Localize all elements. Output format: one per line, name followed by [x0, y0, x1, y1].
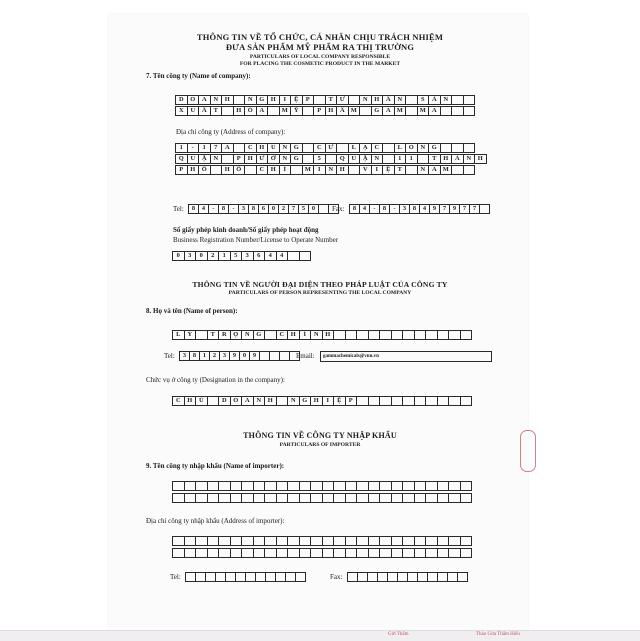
grid-cell[interactable]: 0 [268, 204, 279, 214]
grid-cell[interactable]: G [253, 330, 266, 340]
grid-cell[interactable]: H [322, 330, 335, 340]
grid-cell[interactable]: Ý [184, 330, 197, 340]
grid-cell[interactable]: N [310, 330, 323, 340]
grid-cell[interactable]: N [325, 165, 338, 175]
grid-cell[interactable]: 1 [199, 351, 210, 361]
grid-cell[interactable]: M [279, 106, 292, 116]
grid-cell[interactable]: 6 [253, 251, 266, 261]
grid-cell[interactable]: H [267, 95, 280, 105]
designation-label: Chức vụ ở công ty (Designation in the company): [146, 376, 285, 384]
importer-address-label: Địa chỉ công ty nhập khẩu (Address of importer): [146, 517, 285, 525]
company-tel-label: Tel: [173, 205, 184, 213]
grid-cell[interactable]: H [256, 143, 269, 153]
grid-cell[interactable] [460, 481, 473, 491]
grid-cell[interactable]: 8 [218, 204, 229, 214]
grid-cell[interactable]: P [175, 165, 188, 175]
grid-cell[interactable]: 5 [298, 204, 309, 214]
grid-cell[interactable]: N [417, 165, 430, 175]
grid-cell[interactable]: 4 [276, 251, 289, 261]
grid-cell[interactable]: N [241, 330, 254, 340]
grid-cell[interactable]: 3 [241, 251, 254, 261]
grid-cell[interactable]: G [299, 396, 312, 406]
grid-cell[interactable]: Ệ [382, 165, 395, 175]
header-title-vn-1: THÔNG TIN VỀ TỔ CHỨC, CÁ NHÂN CHỊU TRÁCH NHIỆM [196, 32, 444, 42]
importer-address-row-1[interactable] [173, 536, 472, 546]
grid-cell[interactable]: Ọ [230, 330, 243, 340]
grid-cell[interactable]: 7 [210, 143, 223, 153]
grid-cell[interactable]: 3 [238, 204, 249, 214]
grid-cell[interactable]: 3 [399, 204, 410, 214]
grid-cell[interactable]: N [394, 95, 407, 105]
grid-cell[interactable]: À [451, 154, 464, 164]
license-label-vn: Số giấy phép kinh doanh/Số giấy phép hoạt động [173, 226, 319, 234]
grid-cell[interactable]: 0 [172, 251, 185, 261]
grid-cell[interactable]: M [394, 106, 407, 116]
importer-fax-label: Fax: [330, 573, 343, 581]
grid-cell[interactable]: M [348, 106, 361, 116]
grid-cell[interactable]: L [348, 143, 361, 153]
designation-field[interactable] [173, 396, 472, 406]
company-name-row-1[interactable] [176, 95, 475, 105]
grid-cell[interactable]: 3 [179, 351, 190, 361]
grid-cell[interactable]: I [371, 165, 384, 175]
grid-cell[interactable]: Ồ [233, 165, 246, 175]
grid-cell[interactable]: 2 [207, 251, 220, 261]
grid-cell[interactable]: V [359, 165, 372, 175]
grid-cell[interactable]: O [187, 95, 200, 105]
grid-cell[interactable]: Ệ [333, 396, 346, 406]
grid-cell[interactable]: 9 [429, 204, 440, 214]
grid-cell[interactable]: Í [299, 330, 312, 340]
grid-cell[interactable]: M [440, 165, 453, 175]
grid-cell[interactable]: Ẩ [336, 106, 349, 116]
grid-cell[interactable]: C [244, 143, 257, 153]
grid-cell[interactable]: P [302, 95, 315, 105]
grid-cell[interactable]: P [233, 154, 246, 164]
representative-email-label: Email: [296, 352, 315, 360]
grid-cell[interactable]: N [244, 95, 257, 105]
grid-cell[interactable]: H [264, 396, 277, 406]
grid-cell[interactable]: Q [336, 154, 349, 164]
grid-cell[interactable]: H [187, 165, 200, 175]
grid-cell[interactable]: N [210, 95, 223, 105]
grid-cell[interactable]: N [210, 154, 223, 164]
grid-cell[interactable]: - [208, 204, 219, 214]
grid-cell[interactable]: - [369, 204, 380, 214]
grid-cell[interactable]: C [276, 330, 289, 340]
grid-cell[interactable]: 1 [175, 143, 188, 153]
grid-cell[interactable]: R [218, 330, 231, 340]
grid-cell[interactable]: N [463, 154, 476, 164]
grid-cell[interactable] [460, 536, 473, 546]
importer-name-row-1[interactable] [173, 481, 472, 491]
grid-cell[interactable]: Ờ [267, 154, 280, 164]
grid-cell[interactable]: N [440, 95, 453, 105]
company-name-row-2[interactable] [176, 106, 475, 116]
grid-cell[interactable]: U [348, 154, 361, 164]
grid-cell[interactable]: 6 [258, 204, 269, 214]
grid-cell[interactable] [457, 572, 468, 582]
grid-cell[interactable]: 1 [218, 251, 231, 261]
grid-cell[interactable]: Â [382, 95, 395, 105]
grid-cell[interactable]: 9 [249, 351, 260, 361]
grid-cell[interactable]: Ỹ [290, 106, 303, 116]
representative-tel-label: Tel: [164, 352, 175, 360]
grid-cell[interactable]: U [187, 106, 200, 116]
bottom-strip [0, 630, 640, 641]
grid-cell[interactable]: 7 [288, 204, 299, 214]
grid-cell[interactable] [463, 95, 476, 105]
grid-cell[interactable]: A [256, 106, 269, 116]
grid-cell[interactable]: T [428, 154, 441, 164]
company-name-label: 7. Tên công ty (Name of company): [146, 72, 251, 80]
grid-cell[interactable]: P [345, 396, 358, 406]
grid-cell[interactable]: 5 [230, 251, 243, 261]
grid-cell[interactable]: - [389, 204, 400, 214]
grid-cell[interactable]: Ư [325, 143, 338, 153]
grid-cell[interactable]: Í [279, 165, 292, 175]
grid-cell[interactable]: T [325, 95, 338, 105]
grid-cell[interactable]: C [172, 396, 185, 406]
grid-cell[interactable]: T [394, 165, 407, 175]
stamp-mark [520, 430, 536, 472]
grid-cell[interactable]: D [218, 396, 231, 406]
grid-cell[interactable]: Ạ [359, 143, 372, 153]
representative-title-vn: THÔNG TIN VỀ NGƯỜI ĐẠI DIỆN THEO PHÁP LUẬT CỦA CÔNG TY [192, 280, 448, 289]
footer-text-2: Thảo Gửa Thẩm Hiểu [476, 632, 520, 637]
grid-cell[interactable] [460, 493, 473, 503]
grid-cell[interactable]: G [290, 143, 303, 153]
grid-cell[interactable] [463, 165, 476, 175]
grid-cell[interactable]: Ố [198, 165, 211, 175]
grid-cell[interactable]: N [417, 143, 430, 153]
grid-cell[interactable]: Ó [244, 106, 257, 116]
company-address-row-2[interactable] [176, 154, 487, 164]
grid-cell[interactable]: N [253, 396, 266, 406]
grid-cell[interactable]: 0 [195, 251, 208, 261]
grid-cell[interactable]: O [230, 396, 243, 406]
grid-cell[interactable]: C [256, 165, 269, 175]
company-address-row-3[interactable] [176, 165, 475, 175]
grid-cell[interactable]: G [256, 95, 269, 105]
importer-title-vn: THÔNG TIN VỀ CÔNG TY NHẬP KHẨU [243, 431, 397, 440]
grid-cell[interactable]: 1 [405, 154, 418, 164]
footer-text-1: Gửi Thẩm [388, 632, 409, 637]
grid-cell[interactable]: 0 [308, 204, 319, 214]
header-title-en-1: PARTICULARS OF LOCAL COMPANY RESPONSIBLE [249, 54, 391, 60]
grid-cell[interactable]: G [371, 106, 384, 116]
grid-cell[interactable]: 4 [264, 251, 277, 261]
representative-title-en: PARTICULARS OF PERSON REPRESENTING THE LOCAL COMPANY [228, 290, 412, 296]
grid-cell[interactable]: T [210, 106, 223, 116]
grid-cell[interactable] [460, 548, 473, 558]
grid-cell[interactable]: 4 [419, 204, 430, 214]
grid-cell[interactable]: M [417, 106, 430, 116]
grid-cell[interactable]: Ậ [198, 154, 211, 164]
grid-cell[interactable] [460, 330, 473, 340]
grid-cell[interactable]: L [394, 143, 407, 153]
grid-cell[interactable]: H [287, 330, 300, 340]
grid-cell[interactable]: 7 [469, 204, 480, 214]
grid-cell[interactable] [295, 572, 306, 582]
grid-cell[interactable]: H [310, 396, 323, 406]
grid-cell[interactable]: N [359, 95, 372, 105]
grid-cell[interactable]: H [371, 95, 384, 105]
company-address-row-1[interactable] [176, 143, 475, 153]
grid-cell[interactable]: U [187, 154, 200, 164]
grid-cell[interactable]: H [221, 165, 234, 175]
grid-cell[interactable]: A [382, 106, 395, 116]
grid-cell[interactable]: A [428, 106, 441, 116]
grid-cell[interactable]: N [279, 143, 292, 153]
grid-cell[interactable]: H [440, 154, 453, 164]
importer-title-en: PARTICULARS OF IMPORTER [279, 442, 361, 448]
grid-cell[interactable] [463, 106, 476, 116]
grid-cell[interactable]: G [428, 143, 441, 153]
grid-cell[interactable]: H [184, 396, 197, 406]
grid-cell[interactable]: C [371, 143, 384, 153]
grid-cell[interactable]: O [405, 143, 418, 153]
representative-tel-field[interactable] [180, 351, 300, 361]
grid-cell[interactable]: Ệ [290, 95, 303, 105]
grid-cell[interactable]: 3 [219, 351, 230, 361]
company-fax-field[interactable] [350, 204, 490, 214]
grid-cell[interactable]: Ủ [195, 396, 208, 406]
grid-cell[interactable]: 7 [459, 204, 470, 214]
grid-cell[interactable]: H [267, 165, 280, 175]
grid-cell[interactable]: 0 [239, 351, 250, 361]
grid-cell[interactable]: 8 [248, 204, 259, 214]
company-fax-label: Fax: [332, 205, 345, 213]
grid-cell[interactable]: Ậ [359, 154, 372, 164]
grid-cell[interactable]: H [325, 106, 338, 116]
importer-fax-field[interactable] [348, 572, 468, 582]
importer-name-label: 9. Tên công ty nhập khẩu (Name of importer): [146, 462, 285, 470]
license-number-field[interactable] [173, 251, 311, 261]
grid-cell[interactable]: A [241, 396, 254, 406]
grid-cell[interactable]: S [417, 95, 430, 105]
grid-cell[interactable]: 8 [409, 204, 420, 214]
grid-cell[interactable] [460, 396, 473, 406]
grid-cell[interactable]: I [279, 95, 292, 105]
grid-cell[interactable]: 4 [359, 204, 370, 214]
grid-cell[interactable]: Ả [428, 95, 441, 105]
header-title-vn-2: ĐƯA SẢN PHẨM MỸ PHẨM RA THỊ TRƯỜNG [225, 42, 415, 52]
grid-cell[interactable]: I [313, 165, 326, 175]
grid-cell[interactable]: C [313, 143, 326, 153]
grid-cell[interactable]: Ư [336, 95, 349, 105]
grid-cell[interactable]: A [198, 95, 211, 105]
grid-cell[interactable]: P [313, 106, 326, 116]
grid-cell[interactable]: Q [175, 154, 188, 164]
grid-cell[interactable]: A [428, 165, 441, 175]
grid-cell[interactable]: Ấ [198, 106, 211, 116]
license-label-en: Business Registration Number/License to Operate Number [173, 236, 339, 244]
grid-cell[interactable]: H [244, 154, 257, 164]
grid-cell[interactable]: - [228, 204, 239, 214]
grid-cell[interactable]: 7 [439, 204, 450, 214]
grid-cell[interactable]: L [172, 330, 185, 340]
grid-cell[interactable] [463, 143, 476, 153]
grid-cell[interactable]: 1 [198, 143, 211, 153]
representative-name-field[interactable] [173, 330, 472, 340]
importer-tel-label: Tel: [170, 573, 181, 581]
grid-cell[interactable]: I [322, 396, 335, 406]
header-title-en-2: FOR PLACING THE COSMETIC PRODUCT IN THE MARKET [239, 61, 401, 67]
representative-name-label: 8. Họ và tên (Name of person): [146, 307, 238, 315]
grid-cell[interactable]: 8 [379, 204, 390, 214]
grid-cell[interactable]: Ư [256, 154, 269, 164]
grid-cell[interactable]: 8 [189, 351, 200, 361]
grid-cell[interactable]: 2 [209, 351, 220, 361]
grid-cell[interactable] [479, 204, 490, 214]
grid-cell[interactable]: X [175, 106, 188, 116]
representative-email-field[interactable]: gammachemicals@vnn.vn [320, 351, 492, 362]
grid-cell[interactable]: D [175, 95, 188, 105]
grid-cell[interactable] [299, 251, 312, 261]
grid-cell[interactable]: 1 [394, 154, 407, 164]
importer-tel-field[interactable] [186, 572, 306, 582]
grid-cell[interactable]: A [221, 143, 234, 153]
company-address-label: Địa chỉ công ty (Address of company): [176, 128, 286, 136]
grid-cell[interactable]: - [187, 143, 200, 153]
grid-cell[interactable]: G [290, 154, 303, 164]
grid-cell[interactable]: 8 [188, 204, 199, 214]
grid-cell[interactable]: N [279, 154, 292, 164]
grid-cell[interactable]: 2 [278, 204, 289, 214]
grid-cell[interactable]: T [207, 330, 220, 340]
grid-cell[interactable]: M [302, 165, 315, 175]
grid-cell[interactable]: 3 [184, 251, 197, 261]
grid-cell[interactable]: U [267, 143, 280, 153]
grid-cell[interactable]: H [221, 95, 234, 105]
grid-cell[interactable]: 5 [313, 154, 326, 164]
importer-address-row-2[interactable] [173, 548, 472, 558]
company-tel-field[interactable] [189, 204, 339, 214]
grid-cell[interactable]: H [336, 165, 349, 175]
grid-cell[interactable]: H [233, 106, 246, 116]
grid-cell[interactable]: H [474, 154, 487, 164]
grid-cell[interactable]: 9 [449, 204, 460, 214]
grid-cell[interactable]: 8 [349, 204, 360, 214]
grid-cell[interactable]: 4 [198, 204, 209, 214]
importer-name-row-2[interactable] [173, 493, 472, 503]
grid-cell[interactable]: N [371, 154, 384, 164]
grid-cell[interactable]: N [287, 396, 300, 406]
grid-cell[interactable]: 9 [229, 351, 240, 361]
